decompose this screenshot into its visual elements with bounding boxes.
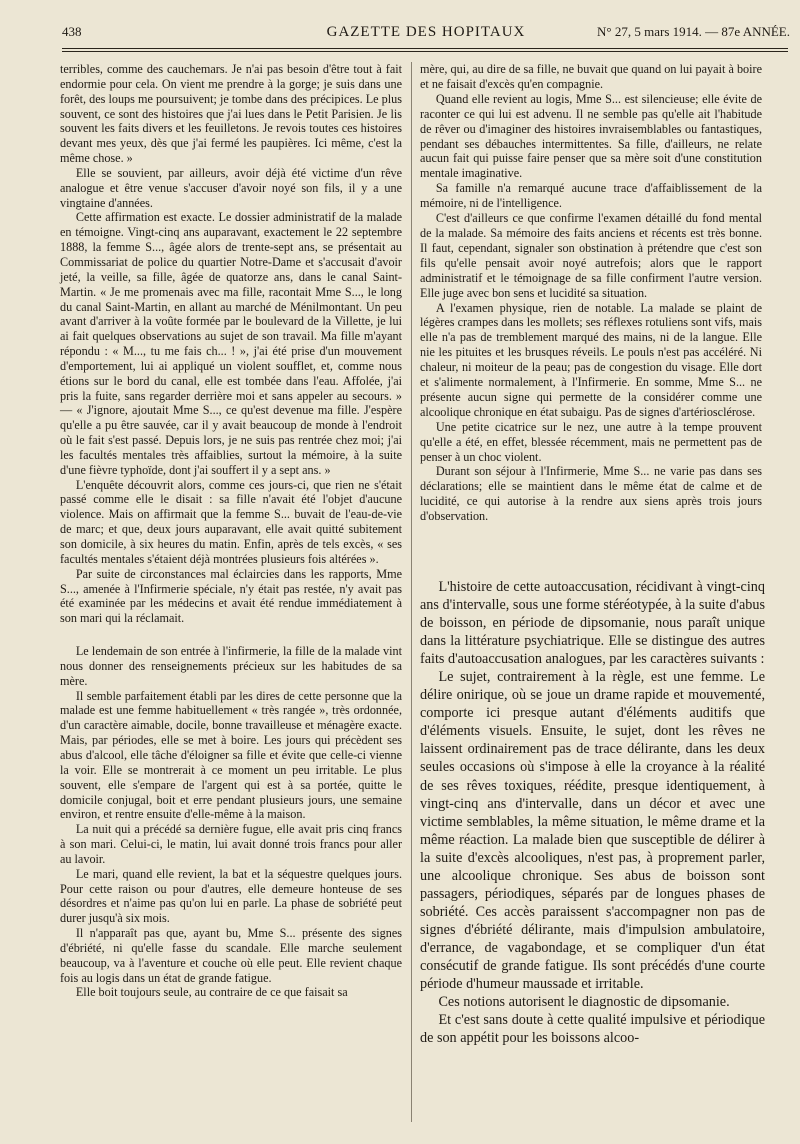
paragraph: Ces notions autorisent le diagnostic de dipsomanie. bbox=[438, 994, 730, 1011]
column-divider bbox=[411, 62, 412, 1122]
paragraph: Le sujet, contrairement à la règle, est une femme. Le délire onirique, où se joue un drame rapide et mouvementé, comporte ici presque autant d'éléments auditifs que d'éléments visuels. Ensuite, le sujet, dont les rêves ne laissent ordinairement pas de trace délirante, dans les deux seules occasions où s'impose à elle la croyance à la réalité de ses rêves toxiques, réédite, presque identiquement, à vingt-cinq ans d'intervalle, dans un décor et avec une victime semblables, la même situation, le même drame et la même réaction. La malade bien que susceptible de délirer à la suite d'excès alcooliques, n'est pas, à proprement parler, une alcoolique chronique. Ses abus de boisson sont passagers, périodiques, séparés par de longues phases de sobriété. Ces accès paraissent s'accompagner non pas de signes d'ébriété délirante, mais d'impulsion ambulatoire, d'errance, de vagabondage, et se compliquer d'un état consécutif de grande fatigue. Ils sont précédés d'une courte période d'humeur maussade et irritable. bbox=[420, 669, 765, 993]
paragraph: La nuit qui a précédé sa dernière fugue, elle avait pris cinq francs à son mari. Celui-ci, le matin, lui avait donné trois francs pour aller au lavoir. bbox=[60, 822, 402, 866]
paragraph: A l'examen physique, rien de notable. La malade se plaint de légères crampes dans les mollets; ses réflexes rotuliens sont vifs, mais elle n'a pas de tremblement marqué des mains, ni de la langue. Elle nie les pituites et les brusques réveils. Le pouls n'est pas accéléré. Ni chaleur, ni moiteur de la peau; pas de congestion du visage. Elle dort et s'alimente normalement, à l'Infirmerie. En somme, Mme S... ne présente aucun signe qui permette de la considérer comme une alcoolique chronique en état subaigu. Pas de signes d'artériosclérose. bbox=[420, 300, 762, 419]
paragraph: Durant son séjour à l'Infirmerie, Mme S... ne varie pas dans ses déclarations; elle se maintient dans le même état de calme et de lucidité, ce qui autorise à la rendre aux siens après trois jours d'observation. bbox=[420, 464, 762, 524]
paragraph: Sa famille n'a remarqué aucune trace d'affaiblissement de la mémoire, ni de l'intelligence. bbox=[420, 181, 762, 211]
page-header bbox=[62, 24, 790, 46]
paragraph: C'est d'ailleurs ce que confirme l'examen détaillé du fond mental de la malade. Sa mémoire des faits anciens et récents est très bonne. Il faut, cependant, signaler son obstination à prétendre que c'est son fils qu'elle pensait avoir noyé autrefois; alors que le rapport administratif et le témoignage de sa fille confirment l'autre version. Elle juge avec bon sens et lucidité sa situation. bbox=[420, 211, 762, 300]
paragraph: L'histoire de cette autoaccusation, récidivant à vingt-cinq ans d'intervalle, sous une forme stéréotypée, à la suite d'abus de boisson, en période de dipsomanie, nous paraît unique dans la littérature psychiatrique. Elle se distingue des autres faits d'autoaccusation analogues, par les caractères suivants : bbox=[420, 579, 765, 668]
paragraph: Par suite de circonstances mal éclaircies dans les rapports, Mme S..., amenée à l'Infirmerie spéciale, n'y était pas restée, n'y avait pas été examinée par les médecins et avait été rendue immédiatement à son mari qui la réclamait. bbox=[60, 566, 402, 626]
paragraph: mère, qui, au dire de sa fille, ne buvait que quand on lui payait à boire et ne faisait d'excès qu'en compagnie. bbox=[420, 62, 762, 91]
left-column bbox=[60, 62, 402, 1000]
header-rule bbox=[62, 48, 788, 49]
paragraph: Elle se souvient, par ailleurs, avoir déjà été victime d'un rêve analogue et être venue s'accuser d'avoir noyé son fils, il y a une vingtaine d'années. bbox=[60, 165, 402, 210]
paragraph: Elle boit toujours seule, au contraire de ce que faisait sa bbox=[75, 985, 348, 1000]
right-column-bottom bbox=[420, 578, 765, 1047]
paragraph: Une petite cicatrice sur le nez, une autre à la tempe prouvent qu'elle a été, en effet, blessée récemment, mais ne permettent pas de penser à un choc violent. bbox=[420, 419, 762, 464]
journal-title: GAZETTE DES HOPITAUX bbox=[326, 24, 526, 40]
paragraph: Et c'est sans doute à cette qualité impulsive et périodique de son appétit pour les boissons alcoo- bbox=[420, 1012, 765, 1047]
paragraph: Il semble parfaitement établi par les dires de cette personne que la malade est une femme habituellement « très rangée », très ordonnée, d'un caractère aimable, docile, bonne travailleuse et ménagère exacte. Mais, par périodes, elle se met à boire. Les jours qui précèdent ses abus d'alcool, elle tâche d'éloigner sa fille et évite que celle-ci vienne la voir. Elle se montrerait à ce moment un peu irritable. Le plus souvent, elle s'empare de l'argent qui est à sa portée, quitte le domicile conjugal, boit et erre pendant plusieurs jours, une semaine environ, et rentre ensuite d'elle-même à la maison. bbox=[60, 688, 402, 822]
paragraph: Le mari, quand elle revient, la bat et la séquestre quelques jours. Pour cette raison ou pour d'autres, elle demeure honteuse de ses désordres et n'aime pas qu'on lui en parle. La phase de sobriété peut durer jusqu'à six mois. bbox=[60, 866, 402, 926]
paragraph: L'enquête découvrit alors, comme ces jours-ci, que rien ne s'était passé comme elle le disait : sa fille n'avait été l'objet d'aucune violence. Mais on affirmait que la femme S... buvait de l'eau-de-vie de marc; et que, deux jours auparavant, elle avait quitté subitement son domicile, à six heures du matin. Enfin, après de tels excès, « ses facultés mentales s'étaient déjà montrées plusieurs fois altérées ». bbox=[60, 477, 402, 566]
header-rule-double bbox=[62, 51, 788, 52]
paragraph: Quand elle revient au logis, Mme S... est silencieuse; elle évite de raconter ce qui lui est advenu. Il ne semble pas qu'elle ait l'habitude de rêver ou d'imaginer des histoires invraisemblables ou fantastiques, pendant ses débauches intermittentes. Sa fille, d'ailleurs, ne relate aucun fait qui puisse faire penser que sa mère soit d'une constitution mentale imaginative. bbox=[420, 91, 762, 181]
paragraph: terribles, comme des cauchemars. Je n'ai pas besoin d'être tout à fait endormie pour cela. On vient me prendre à la gorge; je suis dans une forêt, des loups me poursuivent; je tombe dans des précipices. Le plus souvent, ce sont des histoires que j'ai lues dans le Petit Parisien. Je lis souvent les faits divers et les feuilletons. Je revois toutes ces histoires devant mes yeux, dès que j'ai fermé les paupières. Ici même, c'est la même chose. » bbox=[60, 62, 402, 166]
paragraph: Le lendemain de son entrée à l'infirmerie, la fille de la malade vint nous donner des renseignements précieux sur les habitudes de sa mère. bbox=[60, 644, 402, 688]
paragraph: Cette affirmation est exacte. Le dossier administratif de la malade en témoigne. Vingt-cinq ans auparavant, exactement le 22 septembre 1888, la femme S..., âgée alors de trente-sept ans, se présentait au Commissariat de police du quartier Notre-Dame et s'accusait d'avoir jeté, la veille, sa fille, âgée de quatorze ans, dans le canal Saint-Martin. « Je me promenais avec ma fille, racontait Mme S..., le long du canal Saint-Martin, en allant au marché de Ménilmontant. Un peu avant d'arriver à la voûte formée par le boulevard de la Villette, je lui ai fait quelques observations au sujet de son travail. Ma fille m'ayant répondu : « M..., tu me fais ch... ! », j'ai été prise d'un mouvement d'emportement, lui ai appliqué un violent soufflet, et, comme nous étions sur le bord du canal, elle est tombée dans l'eau. Affolée, j'ai pris la fuite, sans regarder derrière moi et sans appeler au secours. » — « J'ignore, ajoutait Mme S..., ce qu'est devenue ma fille. J'espère qu'elle a pu être sauvée, car il y avait beaucoup de monde à l'endroit où le fait s'est passé. Depuis lors, je ne suis pas rentrée chez moi; j'ai les facultés mentales très affaiblies, surtout la mémoire, à la suite d'une fièvre typhoïde, dont j'ai souffert il y a sept ans. » bbox=[60, 210, 402, 477]
paragraph: Il n'apparaît pas que, ayant bu, Mme S... présente des signes d'ébriété, ni qu'elle fasse du scandale. Elle marche seulement beaucoup, va à l'aventure et couche où elle peut. Elle revient chaque fois au logis dans un état de grande fatigue. bbox=[60, 926, 402, 985]
right-column-top bbox=[420, 62, 762, 524]
issue-info: N° 27, 5 mars 1914. — 87e ANNÉE. bbox=[597, 24, 790, 39]
section-gap bbox=[60, 626, 402, 644]
page-number: 438 bbox=[62, 24, 82, 39]
